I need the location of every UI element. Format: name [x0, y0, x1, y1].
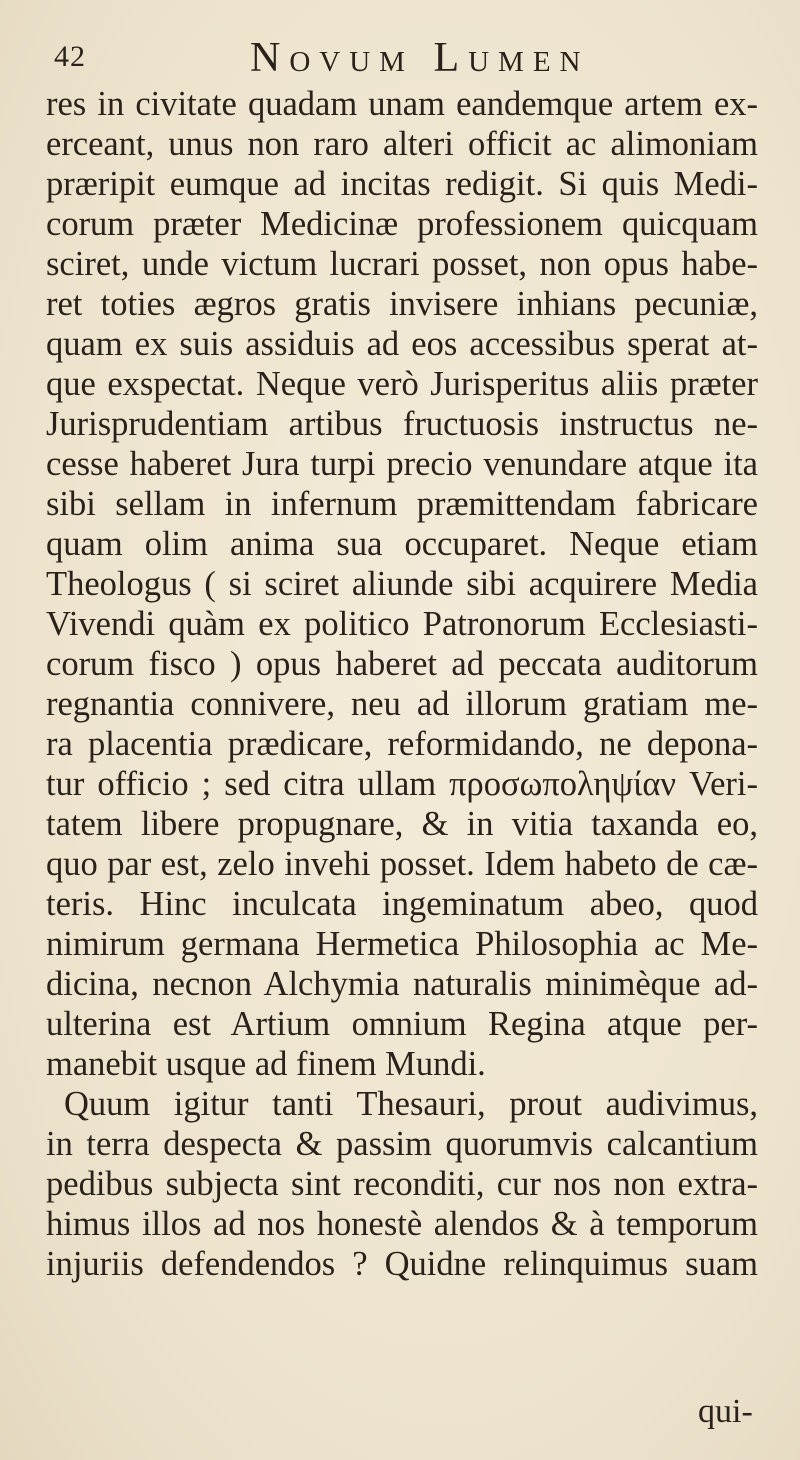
text-line: tur officio ; sed citra ullam προσωποληψίαν Veri- [46, 765, 758, 803]
text-line: res in civitate quadam unam eandemque artem ex- [46, 85, 758, 123]
catchword: qui- [698, 1393, 753, 1430]
text-line: ret toties ægros gratis invisere inhians pecuniæ, [46, 285, 758, 323]
text-line: in terra despecta & passim quorumvis calcantium [46, 1125, 758, 1163]
text-line: corum præter Medicinæ professionem quicquam [46, 205, 758, 243]
text-line: teris. Hinc inculcata ingeminatum abeo, quod [46, 885, 758, 923]
text-line: Theologus ( si sciret aliunde sibi acquirere Media [46, 565, 758, 603]
text-line: pedibus subjecta sint reconditi, cur nos non extra- [46, 1165, 758, 1203]
text-line: nimirum germana Hermetica Philosophia ac Me- [46, 925, 758, 963]
text-line: sibi sellam in infernum præmittendam fabricare [46, 485, 758, 523]
text-line: injuriis defendendos ? Quidne relinquimus suam [46, 1245, 758, 1283]
text-line: præripit eumque ad incitas redigit. Si quis Medi- [46, 165, 758, 203]
text-line: quam ex suis assiduis ad eos accessibus sperat at- [46, 325, 758, 363]
text-line: sciret, unde victum lucrari posset, non opus habe- [46, 245, 758, 283]
text-line: que exspectat. Neque verò Jurisperitus aliis præter [46, 365, 758, 403]
text-line: tatem libere propugnare, & in vitia taxanda eo, [46, 805, 758, 843]
text-line: manebit usque ad finem Mundi. [46, 1045, 486, 1083]
text-line: ulterina est Artium omnium Regina atque per- [46, 1005, 758, 1043]
text-line: Quum igitur tanti Thesauri, prout audivimus, [64, 1085, 758, 1123]
text-line: quam olim anima sua occuparet. Neque etiam [46, 525, 758, 563]
text-line: erceant, unus non raro alteri officit ac alimoniam [46, 125, 758, 163]
text-line: Jurisprudentiam artibus fructuosis instructus ne- [46, 405, 758, 443]
text-line: himus illos ad nos honestè alendos & à temporum [46, 1205, 758, 1243]
page-header [38, 34, 778, 84]
page-number: 42 [54, 40, 86, 73]
text-line: dicina, necnon Alchymia naturalis minimèque ad- [46, 965, 758, 1003]
text-line: regnantia connivere, neu ad illorum gratiam me- [46, 685, 758, 723]
text-line: corum fisco ) opus haberet ad peccata auditorum [46, 645, 758, 683]
text-line: cesse haberet Jura turpi precio venundare atque ita [46, 445, 758, 483]
text-line: Vivendi quàm ex politico Patronorum Ecclesiasti- [46, 605, 758, 643]
running-title: Novum Lumen [250, 35, 590, 81]
text-line: quo par est, zelo invehi posset. Idem habeto de cæ- [46, 845, 758, 883]
text-line: ra placentia prædicare, reformidando, ne depona- [46, 725, 758, 763]
